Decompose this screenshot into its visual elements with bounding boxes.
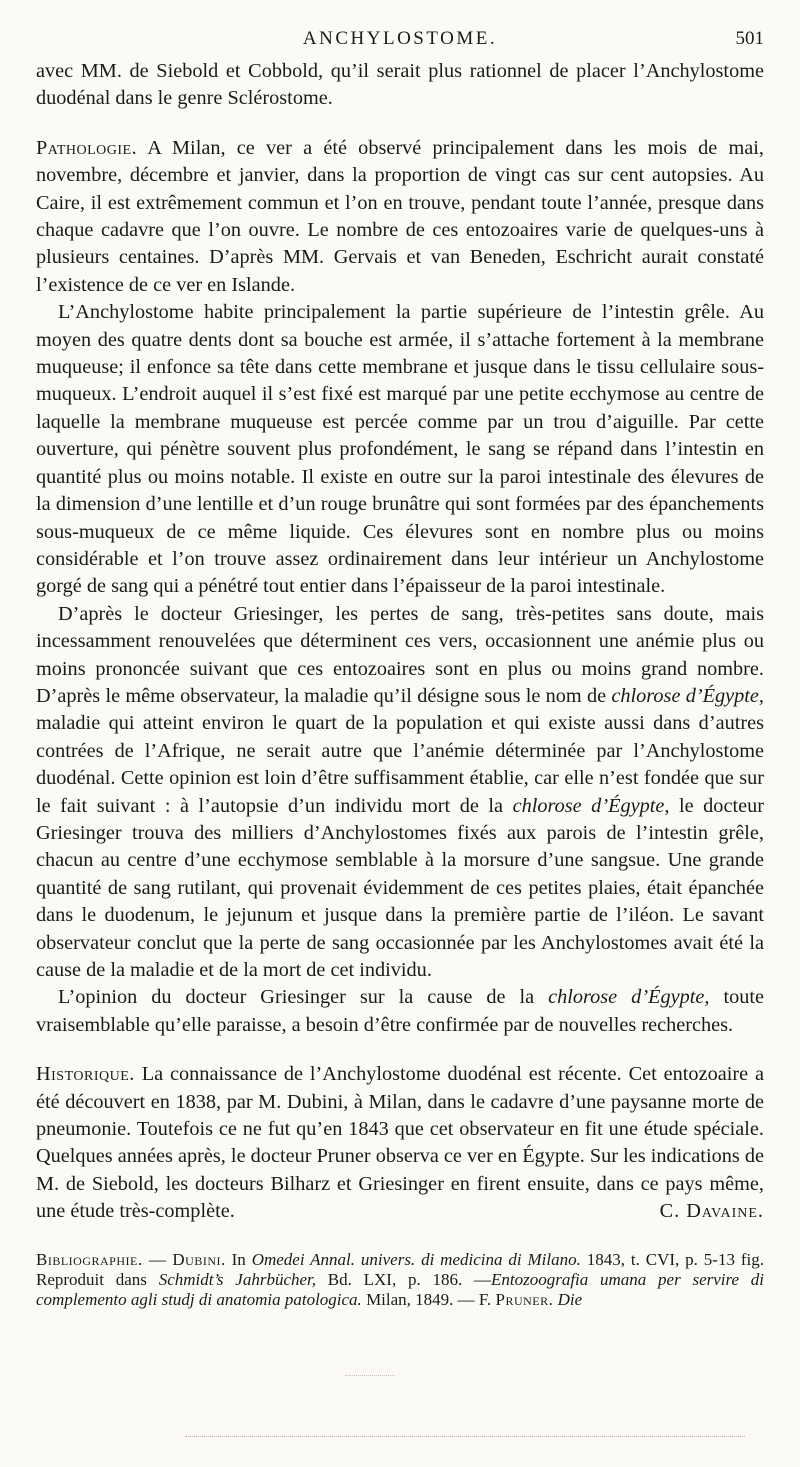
section-label-pathologie: Pathologie. <box>36 136 138 159</box>
paragraph-text: D’après le docteur Griesinger, les pertes de sang, très-petites sans doute, mais incessamment renouvelées que déterminent ces vers, occasionnent une anémie plus ou moins prononcée suivant que ces entozoaires sont en plus ou moins grand nombre. D’après le même observateur, la maladie qu’il désigne sous le nom de <box>36 602 764 707</box>
decorative-divider <box>345 1375 395 1376</box>
bibliography-title: Die <box>557 1289 583 1309</box>
paragraph-text: L’Anchylostome habite principalement la partie supérieure de l’intestin grêle. Au moyen des quatre dents dont sa bouche est armée, il s’attache fortement à la membrane muqueuse; il enfonce sa tête dans cette membrane et jusque dans le tissu cellulaire sous-muqueux. L’endroit auquel il s’est fixé est marqué par une petite ecchymose au centre de laquelle la membrane muqueuse est percée comme par un trou d’aiguille. Par cette ouverture, qui pénètre souvent plus profondément, le sang se répand dans l’intestin en quantité plus ou moins notable. Il existe en outre sur la paroi intestinale des élevures de la dimension d’une lentille et d’un rouge brunâtre qui sont formées par des épanchements sous-muqueux de ce même liquide. Ces élevures sont en nombre plus ou moins considérable et l’on trouve assez ordinairement dans leur intérieur un Anchylostome gorgé de sang qui a pénétré tout entier dans l’épaisseur de la paroi intestinale. <box>36 301 764 598</box>
page-body <box>36 58 764 1310</box>
page-header <box>36 28 764 58</box>
paragraph-text: L’opinion du docteur Griesinger sur la cause de la <box>58 986 535 1009</box>
bibliography-text: Milan, 1849. — F. <box>366 1289 492 1309</box>
paragraph-text: le docteur Griesinger trouva des milliers d’Anchylostomes fixés aux parois de l’intestin grêle, chacun au centre d’une ecchymose semblable à la morsure d’une sangsue. Une grande quantité de sang rutilant, qui provenait évidemment de ces petites plaies, était épanchée dans le duodenum, le jejunum et jusque dans la première partie de l’iléon. Le savant observateur conclut que la perte de sang occasionnée par les Anchylostomes avait été la cause de la maladie et de la mort de cet individu. <box>36 794 764 981</box>
bibliography-title: Omedei Annal. univers. di medicina di Milano. <box>251 1249 581 1269</box>
running-head: ANCHYLOSTOME. <box>302 28 498 49</box>
paragraph-opinion <box>36 984 764 1039</box>
paragraph-historique <box>36 1061 764 1225</box>
bibliography-text: In <box>231 1249 246 1269</box>
bibliography-title: Entozoografia umana per servire di complemento agli studj di anatomia patologica. <box>36 1269 765 1309</box>
bibliography-author: Dubini. <box>172 1249 226 1269</box>
paragraph-text: maladie qui atteint environ le quart de la population et qui existe aussi dans d’autres contrées de l’Afrique, ne serait autre que l’anémie déterminée par l’Anchylostome duodénal. Cette opinion est loin d’être suffisamment établie, car elle n’est fondée que sur le fait suivant : à l’autopsie d’un individu mort de la <box>36 712 764 817</box>
italic-term: chlorose d’Égypte, <box>512 794 670 817</box>
paragraph-text: La connaissance de l’Anchylostome duodénal est récente. Cet entozoaire a été découvert en 1838, par M. Dubini, à Milan, dans le cadavre d’une paysanne morte de pneumonie. Toutefois ce ne fut qu’en 1843 que cet observateur en fit une étude spéciale. Quelques années après, le docteur Pruner observa ce ver en Égypte. Sur les indications de M. de Siebold, les docteurs Bilharz et Griesinger en firent ensuite, dans ce pays même, une étude très-complète. <box>36 1063 764 1223</box>
paragraph-text: A Milan, ce ver a été observé principalement dans les mois de mai, novembre, décembre et janvier, dans la proportion de vingt cas sur cent autopsies. Au Caire, il est extrêmement commun et l’on en trouve, pendant toute l’année, presque dans chaque cadavre que l’on ouvre. Le nombre de ces entozoaires varie de quelques-uns à plusieurs centaines. D’après MM. Gervais et van Beneden, Eschricht aurait constaté l’existence de ce ver en Islande. <box>36 136 764 296</box>
paragraph-pathologie <box>36 135 764 299</box>
bibliography-text: 1843, t. CVI, p. 5-13 fig. Reproduit dans <box>36 1249 764 1289</box>
bibliography-text: Bd. LXI, p. 186. — <box>327 1269 491 1289</box>
paragraph-text: toute vraisemblable qu’elle paraisse, a besoin d’être confirmée par de nouvelles recherches. <box>36 986 765 1036</box>
bibliography-title: Schmidt’s Jahrbücher, <box>158 1269 317 1289</box>
paragraph-habitat <box>36 299 764 600</box>
italic-term: chlorose d’Égypte, <box>548 986 710 1009</box>
bottom-dotted-rule <box>185 1436 745 1437</box>
paragraph-griesinger <box>36 601 764 985</box>
bibliography <box>36 1250 764 1310</box>
bibliography-label: Bibliographie. — <box>36 1249 167 1269</box>
paragraph-continuation <box>36 58 764 113</box>
italic-term: chlorose d’Égypte, <box>611 684 764 707</box>
paragraph-text: avec MM. de Siebold et Cobbold, qu’il serait plus rationnel de placer l’Anchylostome duodénal dans le genre Sclérostome. <box>36 60 764 110</box>
author-signature: C. Davaine. <box>659 1200 764 1223</box>
section-label-historique: Historique. <box>36 1063 135 1086</box>
bibliography-author: Pruner. <box>495 1289 554 1309</box>
page-number: 501 <box>735 28 764 49</box>
